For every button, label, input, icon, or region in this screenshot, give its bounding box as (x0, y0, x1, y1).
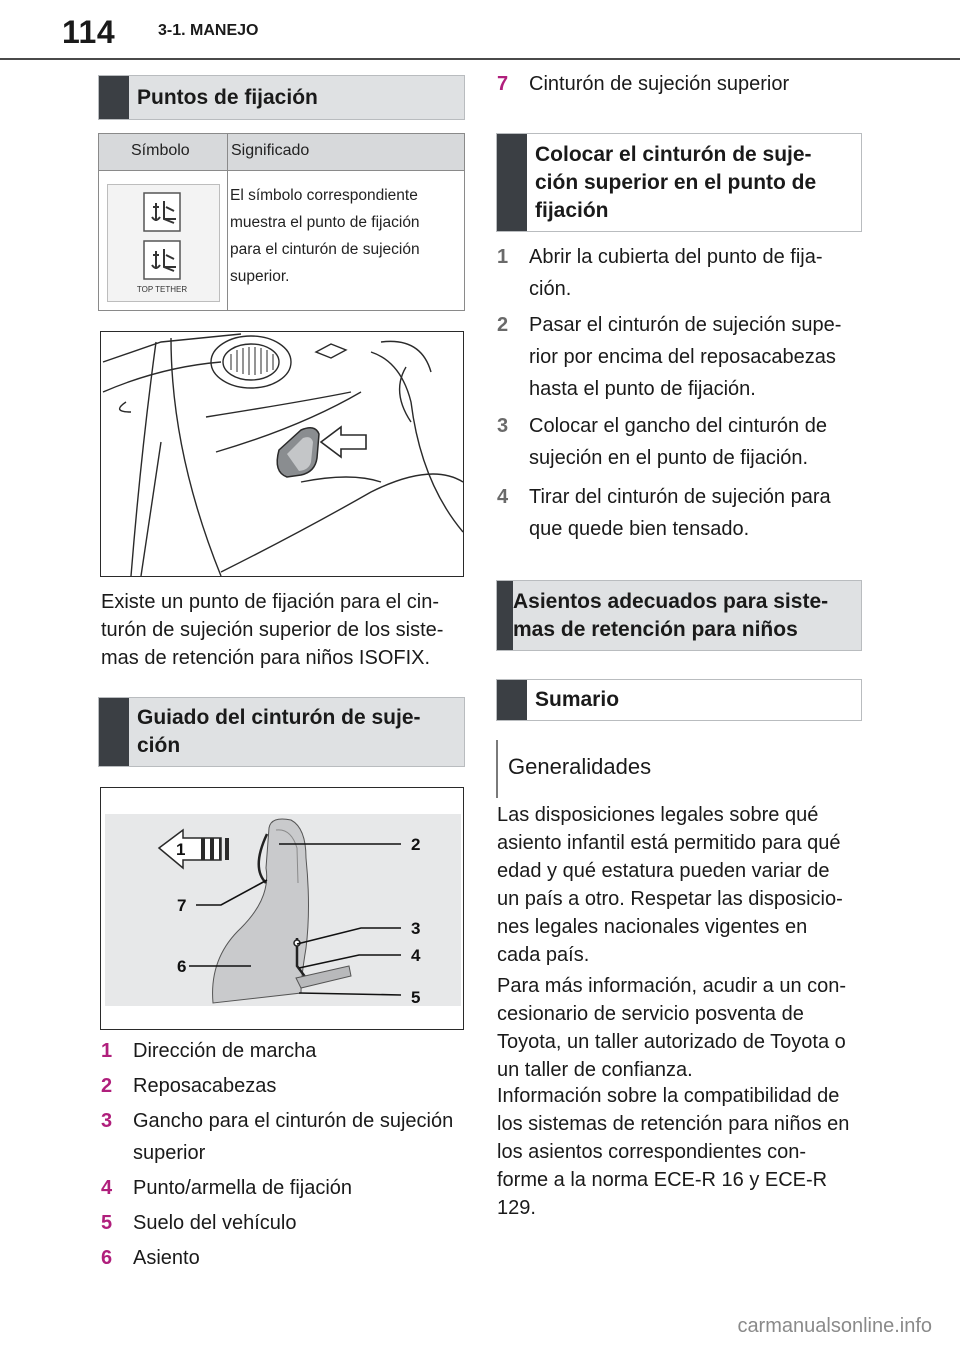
step-text: Tirar del cinturón de sujeción para (529, 486, 831, 508)
heading-bar (99, 76, 129, 119)
legend-text: Reposacabezas (133, 1075, 277, 1097)
intro-paragraph (101, 588, 471, 672)
table-header (99, 134, 464, 171)
legend-number: 5 (101, 1212, 113, 1234)
top-tether-icon (108, 185, 219, 301)
legend-text: Punto/armella de fijación (133, 1177, 353, 1199)
text-line: edad y qué estatura pueden variar de (497, 860, 830, 882)
text-line: cesionario de servicio posventa de (497, 1003, 804, 1025)
text-line: cada país. (497, 944, 590, 966)
heading-line: ción superior en el punto de (535, 170, 817, 194)
callout-3: 3 (411, 919, 421, 938)
legend-text: Suelo del vehículo (133, 1212, 297, 1234)
legend-item (497, 68, 867, 100)
step-text: ción. (529, 278, 572, 300)
car-interior-drawing (101, 332, 464, 577)
heading-line: Colocar el cinturón de suje- (535, 142, 812, 166)
text-line: asiento infantil está permitido para qué (497, 832, 841, 854)
paragraph (497, 972, 867, 1084)
step-number: 4 (497, 486, 509, 508)
text-line: un taller de confianza. (497, 1059, 693, 1081)
step-text: Pasar el cinturón de sujeción supe- (529, 314, 842, 336)
step-text: que quede bien tensado. (529, 518, 750, 540)
step-number: 1 (497, 246, 509, 268)
tether-routing-illustration (100, 787, 464, 1030)
legend-number: 3 (101, 1110, 113, 1132)
legend-number: 7 (497, 73, 509, 95)
callout-6: 6 (177, 957, 187, 976)
callout-4: 4 (411, 946, 421, 965)
legend-item (101, 1070, 471, 1102)
meaning-line: para el cinturón de sujeción (230, 241, 420, 258)
legend-number: 6 (101, 1247, 113, 1269)
meaning-line: muestra el punto de fijación (230, 214, 420, 231)
step-text: hasta el punto de fijación. (529, 378, 756, 400)
column-divider (227, 134, 228, 310)
callout-5: 5 (411, 988, 421, 1007)
legend-number: 1 (101, 1040, 113, 1062)
text-line: forme a la norma ECE-R 16 y ECE-R (497, 1169, 828, 1191)
meaning-line: El símbolo correspondiente (230, 187, 418, 204)
step-item (497, 309, 867, 405)
legend-text: Asiento (133, 1247, 200, 1269)
heading-text (535, 141, 816, 225)
heading-bar (497, 581, 513, 650)
legend-item (101, 1242, 471, 1274)
symbol-table (98, 133, 465, 311)
step-text: Abrir la cubierta del punto de fija- (529, 246, 823, 268)
heading-guiado-cinturon (98, 697, 465, 767)
column-header-meaning: Significado (231, 142, 310, 159)
step-text: Colocar el gancho del cinturón de (529, 415, 827, 437)
text-line: Las disposiciones legales sobre qué (497, 804, 819, 826)
subheading-text: Generalidades (508, 754, 652, 779)
heading-sumario (496, 679, 862, 721)
step-item (497, 410, 867, 474)
step-number: 2 (497, 314, 509, 336)
step-text: sujeción en el punto de fijación. (529, 447, 809, 469)
anchorage-point-illustration (100, 331, 464, 577)
legend-text: superior (133, 1142, 206, 1164)
heading-puntos-fijacion (98, 75, 465, 120)
heading-bar (497, 134, 527, 231)
heading-line: Asientos adecuados para siste- (513, 589, 829, 613)
text-line: Existe un punto de fijación para el cin- (101, 591, 439, 613)
heading-text (513, 588, 828, 644)
legend-text: Dirección de marcha (133, 1040, 317, 1062)
text-line: nes legales nacionales vigentes en (497, 916, 808, 938)
heading-text: Puntos de fijación (137, 85, 318, 109)
legend-number: 2 (101, 1075, 113, 1097)
symbol-caption: TOP TETHER (136, 285, 188, 294)
legend-item (101, 1172, 471, 1204)
heading-bar (99, 698, 129, 766)
heading-line: ción (137, 734, 181, 757)
column-header-symbol: Símbolo (131, 142, 190, 159)
subheading-generalidades (496, 740, 862, 798)
step-text: rior por encima del reposacabezas (529, 346, 836, 368)
heading-asientos-adecuados (496, 580, 862, 651)
heading-line: Guiado del cinturón de suje- (137, 706, 421, 729)
text-line: mas de retención para niños ISOFIX. (101, 647, 431, 669)
heading-text: Sumario (535, 688, 620, 711)
legend-text: Gancho para el cinturón de sujeción (133, 1110, 454, 1132)
legend-item (101, 1035, 471, 1067)
text-line: Toyota, un taller autorizado de Toyota o (497, 1031, 846, 1053)
symbol-cell (107, 184, 220, 302)
callout-7: 7 (177, 896, 187, 915)
callout-1: 1 (176, 840, 186, 859)
text-line: Información sobre la compatibilidad de (497, 1085, 840, 1107)
step-item (497, 241, 867, 305)
seat-drawing (101, 788, 464, 1030)
legend-text: Cinturón de sujeción superior (529, 73, 790, 95)
legend-number: 4 (101, 1177, 113, 1199)
heading-line: mas de retención para niños (513, 617, 798, 641)
header-divider (0, 58, 960, 60)
step-number: 3 (497, 415, 509, 437)
watermark: carmanualsonline.info (737, 1315, 932, 1337)
meaning-text (230, 182, 458, 290)
heading-colocar-cinturon (496, 133, 862, 232)
meaning-line: superior. (230, 268, 290, 285)
paragraph (497, 1082, 867, 1222)
legend-item (101, 1207, 471, 1239)
text-line: Para más información, acudir a un con- (497, 975, 847, 997)
heading-text (137, 704, 421, 760)
text-line: un país a otro. Respetar las disposicio- (497, 888, 843, 910)
heading-line: fijación (535, 198, 609, 222)
heading-bar (497, 680, 527, 720)
text-line: los sistemas de retención para niños en (497, 1113, 850, 1135)
paragraph (497, 801, 867, 969)
text-line: los asientos correspondientes con- (497, 1141, 807, 1163)
page-number: 114 (62, 14, 116, 50)
text-line: turón de sujeción superior de los siste- (101, 619, 444, 641)
section-title: 3-1. MANEJO (158, 22, 259, 39)
arrow-icon (321, 427, 366, 457)
callout-2: 2 (411, 835, 421, 854)
step-item (497, 481, 867, 545)
text-line: 129. (497, 1197, 536, 1219)
legend-item (101, 1105, 471, 1171)
